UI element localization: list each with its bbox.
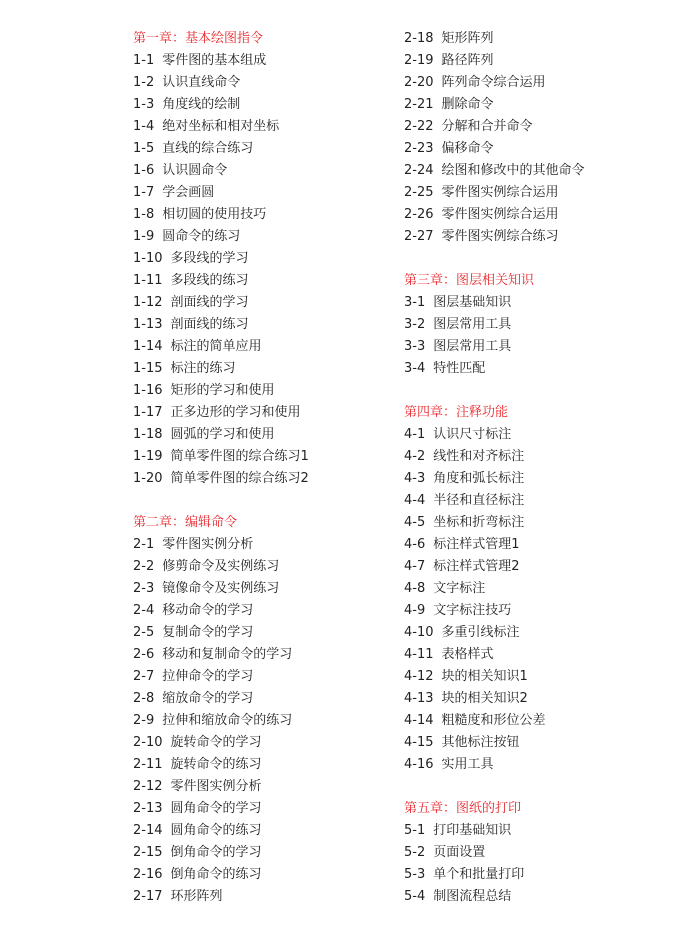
item-label: 零件图实例分析 [162, 537, 254, 552]
item-number: 5-1 [404, 823, 426, 838]
item-label: 坐标和折弯标注 [433, 515, 525, 530]
item-label: 角度和弧长标注 [433, 471, 525, 486]
item-label: 矩形的学习和使用 [170, 383, 275, 398]
toc-item [133, 732, 383, 754]
chapter-title: 第三章：图层相关知识 [404, 273, 535, 288]
item-number: 2-8 [133, 691, 155, 706]
toc-item [404, 292, 684, 314]
toc-item [404, 578, 684, 600]
toc-item [133, 864, 383, 886]
item-label: 单个和批量打印 [433, 867, 525, 882]
item-label: 矩形阵列 [441, 31, 494, 46]
item-label: 零件图实例综合运用 [441, 185, 559, 200]
item-label: 角度线的绘制 [162, 97, 241, 112]
item-number: 4-6 [404, 537, 426, 552]
item-number: 1-16 [133, 383, 163, 398]
item-label: 圆角命令的练习 [170, 823, 262, 838]
item-label: 特性匹配 [433, 361, 486, 376]
item-label: 直线的综合练习 [162, 141, 254, 156]
item-number: 2-11 [133, 757, 163, 772]
item-label: 倒角命令的练习 [170, 867, 262, 882]
toc-item [404, 864, 684, 886]
item-label: 多段线的学习 [170, 251, 249, 266]
item-number: 5-4 [404, 889, 426, 904]
item-label: 阵列命令综合运用 [441, 75, 546, 90]
toc-item [404, 842, 684, 864]
toc-item [404, 534, 684, 556]
toc-item [133, 72, 383, 94]
item-label: 块的相关知识2 [441, 691, 528, 706]
toc-item [133, 600, 383, 622]
item-number: 1-15 [133, 361, 163, 376]
item-number: 2-6 [133, 647, 155, 662]
toc-item [133, 292, 383, 314]
item-number: 2-27 [404, 229, 434, 244]
item-number: 3-2 [404, 317, 426, 332]
item-number: 4-9 [404, 603, 426, 618]
item-number: 2-10 [133, 735, 163, 750]
item-label: 修剪命令及实例练习 [162, 559, 280, 574]
item-number: 2-2 [133, 559, 155, 574]
toc-item [133, 402, 383, 424]
item-number: 1-12 [133, 295, 163, 310]
toc-item [404, 116, 684, 138]
item-label: 半径和直径标注 [433, 493, 525, 508]
toc-item [133, 644, 383, 666]
item-number: 4-2 [404, 449, 426, 464]
item-label: 镜像命令及实例练习 [162, 581, 280, 596]
item-label: 标注的练习 [170, 361, 236, 376]
item-label: 相切圆的使用技巧 [162, 207, 267, 222]
toc-item [404, 732, 684, 754]
item-label: 标注样式管理2 [433, 559, 520, 574]
toc-item [404, 622, 684, 644]
toc-item [404, 710, 684, 732]
item-label: 旋转命令的练习 [170, 757, 262, 772]
toc-item [404, 50, 684, 72]
item-label: 拉伸和缩放命令的练习 [162, 713, 293, 728]
item-label: 学会画圆 [162, 185, 215, 200]
item-label: 认识圆命令 [162, 163, 228, 178]
toc-item [404, 160, 684, 182]
toc-item [133, 820, 383, 842]
item-label: 圆命令的练习 [162, 229, 241, 244]
item-number: 4-10 [404, 625, 434, 640]
item-number: 4-13 [404, 691, 434, 706]
item-label: 其他标注按钮 [441, 735, 520, 750]
toc-item [133, 94, 383, 116]
item-label: 移动和复制命令的学习 [162, 647, 293, 662]
item-label: 认识尺寸标注 [433, 427, 512, 442]
item-label: 路径阵列 [441, 53, 494, 68]
toc-item [133, 160, 383, 182]
item-label: 页面设置 [433, 845, 486, 860]
item-number: 2-7 [133, 669, 155, 684]
toc-item [404, 204, 684, 226]
toc-item [133, 666, 383, 688]
item-number: 1-8 [133, 207, 155, 222]
item-label: 零件图实例综合练习 [441, 229, 559, 244]
item-number: 2-18 [404, 31, 434, 46]
chapter-title: 第二章：编辑命令 [133, 515, 238, 530]
chapter-1 [133, 28, 383, 490]
item-number: 5-3 [404, 867, 426, 882]
item-label: 剖面线的练习 [170, 317, 249, 332]
chapter-2 [133, 512, 383, 908]
toc-item [404, 754, 684, 776]
chapter-5 [404, 798, 684, 908]
item-number: 4-5 [404, 515, 426, 530]
item-label: 正多边形的学习和使用 [170, 405, 301, 420]
toc-item [133, 556, 383, 578]
item-label: 剖面线的学习 [170, 295, 249, 310]
toc-item [133, 380, 383, 402]
item-number: 4-11 [404, 647, 434, 662]
toc-item [404, 72, 684, 94]
toc-item [133, 182, 383, 204]
toc-item [404, 886, 684, 908]
toc-item [404, 820, 684, 842]
item-number: 2-20 [404, 75, 434, 90]
item-label: 圆弧的学习和使用 [170, 427, 275, 442]
item-label: 旋转命令的学习 [170, 735, 262, 750]
item-number: 2-3 [133, 581, 155, 596]
toc-item [404, 314, 684, 336]
toc-item [133, 468, 383, 490]
toc-item [133, 578, 383, 600]
item-number: 1-20 [133, 471, 163, 486]
item-number: 1-13 [133, 317, 163, 332]
item-number: 1-18 [133, 427, 163, 442]
item-number: 2-4 [133, 603, 155, 618]
item-number: 1-1 [133, 53, 155, 68]
item-label: 删除命令 [441, 97, 494, 112]
item-label: 简单零件图的综合练习1 [170, 449, 309, 464]
item-number: 2-26 [404, 207, 434, 222]
toc-item [404, 424, 684, 446]
item-number: 4-12 [404, 669, 434, 684]
toc-item [404, 138, 684, 160]
toc-item [133, 798, 383, 820]
item-label: 偏移命令 [441, 141, 494, 156]
toc-item [404, 336, 684, 358]
toc-item [404, 556, 684, 578]
item-label: 表格样式 [441, 647, 494, 662]
toc-item [133, 446, 383, 468]
item-number: 2-15 [133, 845, 163, 860]
toc-right-column [404, 28, 684, 908]
item-label: 零件图的基本组成 [162, 53, 267, 68]
toc-item [404, 358, 684, 380]
item-label: 多重引线标注 [441, 625, 520, 640]
item-number: 2-21 [404, 97, 434, 112]
item-number: 2-22 [404, 119, 434, 134]
item-label: 文字标注 [433, 581, 486, 596]
item-label: 标注样式管理1 [433, 537, 520, 552]
toc-item [404, 226, 684, 248]
toc-item [133, 314, 383, 336]
toc-item [404, 28, 684, 50]
item-label: 图层常用工具 [433, 317, 512, 332]
item-label: 复制命令的学习 [162, 625, 254, 640]
item-label: 零件图实例分析 [170, 779, 262, 794]
toc-item [404, 94, 684, 116]
item-label: 块的相关知识1 [441, 669, 528, 684]
item-number: 2-25 [404, 185, 434, 200]
item-label: 多段线的练习 [170, 273, 249, 288]
toc-item [404, 490, 684, 512]
item-label: 打印基础知识 [433, 823, 512, 838]
item-label: 图层常用工具 [433, 339, 512, 354]
item-label: 移动命令的学习 [162, 603, 254, 618]
toc-item [133, 226, 383, 248]
item-label: 认识直线命令 [162, 75, 241, 90]
toc-item [133, 270, 383, 292]
toc-item [133, 710, 383, 732]
item-number: 4-14 [404, 713, 434, 728]
item-label: 标注的简单应用 [170, 339, 262, 354]
item-number: 2-13 [133, 801, 163, 816]
item-number: 1-5 [133, 141, 155, 156]
toc-item [133, 776, 383, 798]
item-number: 4-15 [404, 735, 434, 750]
item-label: 文字标注技巧 [433, 603, 512, 618]
toc-item [133, 138, 383, 160]
item-number: 1-14 [133, 339, 163, 354]
toc-item [404, 446, 684, 468]
toc-item [133, 336, 383, 358]
item-number: 4-8 [404, 581, 426, 596]
item-number: 1-7 [133, 185, 155, 200]
item-number: 1-11 [133, 273, 163, 288]
item-number: 2-19 [404, 53, 434, 68]
chapter-4 [404, 402, 684, 776]
item-number: 2-14 [133, 823, 163, 838]
toc-item [133, 424, 383, 446]
toc-item [133, 248, 383, 270]
item-number: 3-4 [404, 361, 426, 376]
item-label: 绝对坐标和相对坐标 [162, 119, 280, 134]
item-number: 1-3 [133, 97, 155, 112]
toc-item [404, 512, 684, 534]
toc-item [133, 50, 383, 72]
item-number: 4-7 [404, 559, 426, 574]
toc-item [133, 116, 383, 138]
item-number: 2-17 [133, 889, 163, 904]
item-number: 2-9 [133, 713, 155, 728]
toc-item [133, 358, 383, 380]
item-number: 5-2 [404, 845, 426, 860]
toc-item [133, 886, 383, 908]
item-number: 1-19 [133, 449, 163, 464]
toc-item [404, 182, 684, 204]
chapter-title: 第四章：注释功能 [404, 405, 509, 420]
item-label: 拉伸命令的学习 [162, 669, 254, 684]
item-number: 4-16 [404, 757, 434, 772]
item-label: 绘图和修改中的其他命令 [441, 163, 585, 178]
toc-item [404, 688, 684, 710]
chapter-title: 第五章：图纸的打印 [404, 801, 522, 816]
toc-item [404, 600, 684, 622]
item-label: 制图流程总结 [433, 889, 512, 904]
item-number: 1-17 [133, 405, 163, 420]
item-label: 零件图实例综合运用 [441, 207, 559, 222]
chapter-title: 第一章：基本绘图指令 [133, 31, 264, 46]
chapter-3 [404, 270, 684, 380]
item-number: 1-2 [133, 75, 155, 90]
item-label: 环形阵列 [170, 889, 223, 904]
item-number: 2-24 [404, 163, 434, 178]
toc-left-column [133, 28, 383, 908]
item-number: 4-4 [404, 493, 426, 508]
item-label: 圆角命令的学习 [170, 801, 262, 816]
toc-item [133, 534, 383, 556]
item-number: 3-1 [404, 295, 426, 310]
toc-item [404, 644, 684, 666]
item-number: 1-10 [133, 251, 163, 266]
item-number: 2-16 [133, 867, 163, 882]
item-number: 1-9 [133, 229, 155, 244]
item-label: 缩放命令的学习 [162, 691, 254, 706]
item-label: 倒角命令的学习 [170, 845, 262, 860]
item-number: 1-6 [133, 163, 155, 178]
item-label: 线性和对齐标注 [433, 449, 525, 464]
item-number: 2-12 [133, 779, 163, 794]
toc-item [404, 666, 684, 688]
item-label: 图层基础知识 [433, 295, 512, 310]
item-label: 实用工具 [441, 757, 494, 772]
item-number: 2-23 [404, 141, 434, 156]
item-number: 4-1 [404, 427, 426, 442]
item-label: 简单零件图的综合练习2 [170, 471, 309, 486]
item-number: 3-3 [404, 339, 426, 354]
chapter-2-continued [404, 28, 684, 248]
item-number: 1-4 [133, 119, 155, 134]
toc-item [133, 622, 383, 644]
toc-item [133, 688, 383, 710]
item-label: 粗糙度和形位公差 [441, 713, 546, 728]
item-number: 4-3 [404, 471, 426, 486]
toc-item [404, 468, 684, 490]
toc-item [133, 204, 383, 226]
toc-item [133, 842, 383, 864]
item-number: 2-5 [133, 625, 155, 640]
item-label: 分解和合并命令 [441, 119, 533, 134]
toc-item [133, 754, 383, 776]
item-number: 2-1 [133, 537, 155, 552]
